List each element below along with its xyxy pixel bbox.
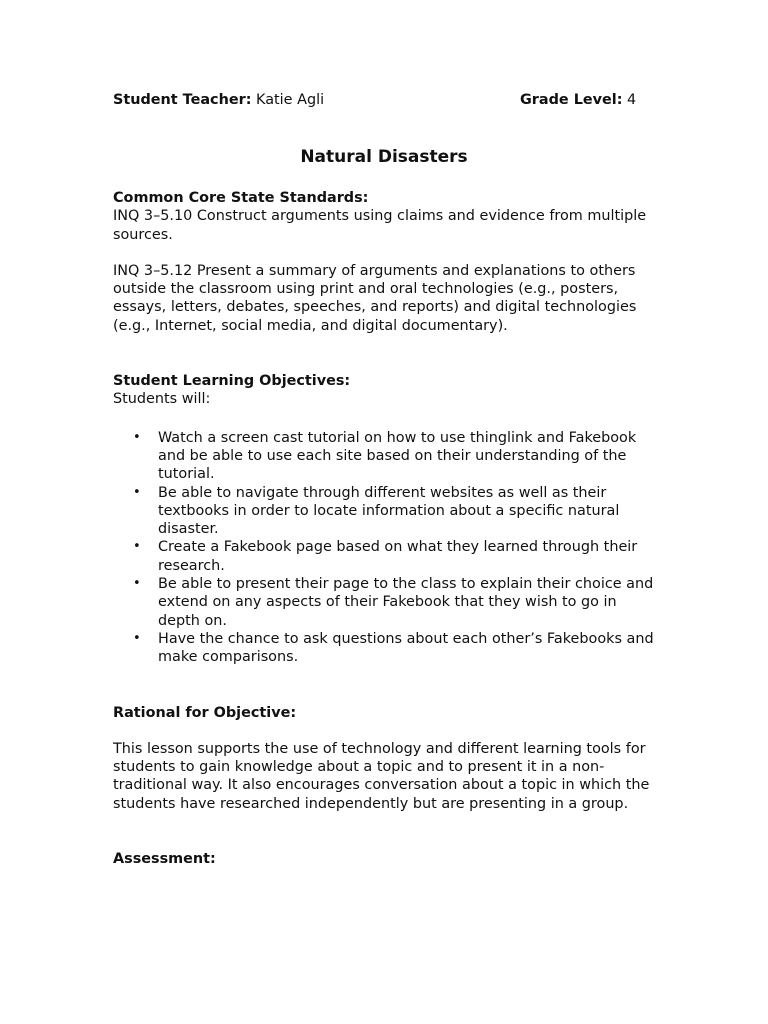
list-item — [113, 575, 658, 630]
objectives-list — [113, 429, 658, 667]
assessment-heading: Assessment: — [113, 851, 216, 868]
standards-heading: Common Core State Standards: — [113, 190, 369, 206]
objective-text: Be able to navigate through different websites as well as their textbooks in order to locate information about a specific natural disaster. — [158, 484, 620, 538]
objective-text: Have the chance to ask questions about each other’s Fakebooks and make comparisons. — [158, 630, 654, 666]
objective-text: Be able to present their page to the class to explain their choice and extend on any aspects of their Fakebook that they wish to go in depth on. — [158, 576, 654, 629]
student-teacher-label: Student Teacher: — [113, 92, 252, 108]
rational-heading: Rational for Objective: — [113, 704, 297, 721]
bullet-icon: • — [133, 539, 141, 555]
standard-item: INQ 3–5.10 Construct arguments using claims and evidence from multiple sources. — [113, 208, 647, 243]
bullet-icon: • — [133, 576, 141, 592]
grade-level-field — [520, 92, 636, 108]
document-body — [113, 189, 658, 868]
objective-text: Create a Fakebook page based on what they learned through their research. — [158, 539, 638, 574]
bullet-icon: • — [133, 429, 141, 445]
standard-item: INQ 3–5.12 Present a summary of arguments and explanations to others outside the classroom using print and oral technologies (e.g., posters, essays, letters, debates, speeches, and reports) and digital technologies (e.g., Internet, social media, and digital documentary). — [113, 262, 637, 334]
objectives-intro: Students will: — [113, 391, 211, 408]
bullet-icon: • — [133, 484, 141, 500]
list-item — [113, 484, 658, 539]
document-title: Natural Disasters — [300, 147, 468, 167]
bullet-icon: • — [133, 630, 141, 646]
list-item — [113, 429, 658, 484]
objective-text: Watch a screen cast tutorial on how to use thinglink and Fakebook and be able to use each site based on their understanding of the tutorial. — [158, 429, 637, 483]
header-row — [113, 92, 653, 112]
rational-text: This lesson supports the use of technology and different learning tools for students to gain knowledge about a topic and to present it in a non-traditional way. It also encourages conversation about a topic in which the students have researched independently but are presenting in a group. — [113, 740, 650, 812]
student-teacher-field — [113, 92, 324, 108]
grade-level-value: 4 — [627, 92, 637, 108]
objectives-heading: Student Learning Objectives: — [113, 373, 351, 390]
student-teacher-value: Katie Agli — [256, 92, 325, 108]
list-item — [113, 538, 658, 575]
grade-level-label: Grade Level: — [520, 92, 623, 108]
list-item — [113, 630, 658, 667]
